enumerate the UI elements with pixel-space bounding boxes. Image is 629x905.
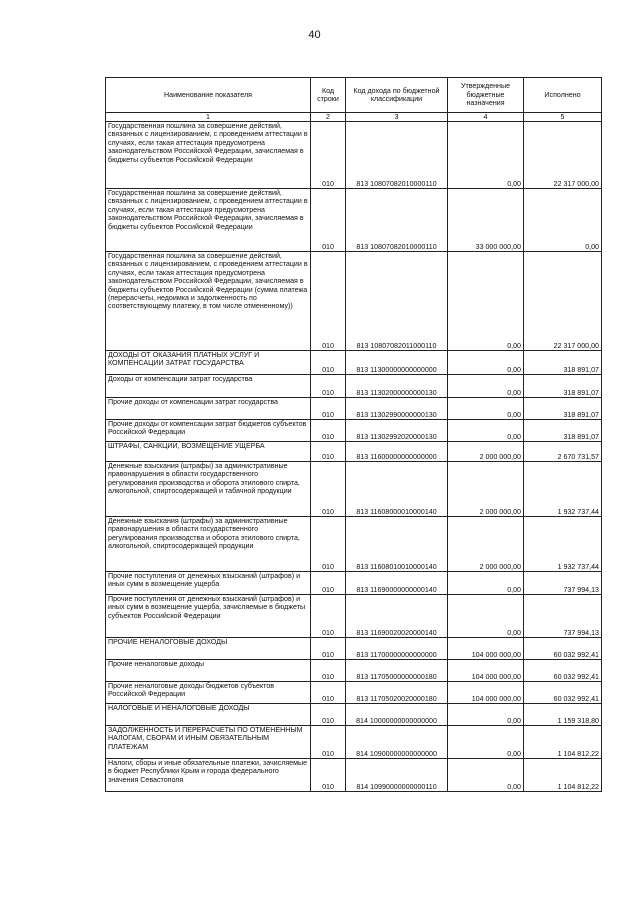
row-name: Прочие поступления от денежных взысканий (штрафов) и иных сумм в возмещение ущерба, зачисляемые в бюджеты субъектов Российской Федерации [106, 595, 311, 638]
row-name: Прочие неналоговые доходы бюджетов субъектов Российской Федерации [106, 682, 311, 704]
row-approved: 0,00 [448, 572, 524, 595]
row-approved: 33 000 000,00 [448, 189, 524, 252]
row-income-code: 814 10900000000000000 [346, 726, 448, 759]
table-row [106, 351, 602, 375]
row-line-code: 010 [311, 122, 346, 189]
table-row [106, 595, 602, 638]
row-approved: 2 000 000,00 [448, 462, 524, 517]
header-row [106, 78, 602, 113]
row-approved: 0,00 [448, 420, 524, 442]
row-line-code: 010 [311, 572, 346, 595]
row-approved: 2 000 000,00 [448, 442, 524, 462]
row-name: ПРОЧИЕ НЕНАЛОГОВЫЕ ДОХОДЫ [106, 638, 311, 660]
row-approved: 0,00 [448, 351, 524, 375]
row-executed: 60 032 992,41 [524, 682, 602, 704]
row-name: ДОХОДЫ ОТ ОКАЗАНИЯ ПЛАТНЫХ УСЛУГ И КОМПЕНСАЦИИ ЗАТРАТ ГОСУДАРСТВА [106, 351, 311, 375]
row-income-code: 813 11608000010000140 [346, 462, 448, 517]
header-executed: Исполнено [524, 78, 602, 113]
row-line-code: 010 [311, 189, 346, 252]
row-executed: 318 891,07 [524, 375, 602, 398]
row-income-code: 813 11302992020000130 [346, 420, 448, 442]
row-name: Государственная пошлина за совершение действий, связанных с лицензированием, с проведением аттестации в случаях, если такая аттестация предусмотрена законодательством Российской Федерации, зачисляемая в бюджеты субъектов Российской Федерации (сумма платежа (перерасчеты, недоимка и задолженность по соответствующему платежу, в том числе отмененному)) [106, 252, 311, 351]
row-income-code: 813 11608010010000140 [346, 517, 448, 572]
row-executed: 22 317 000,00 [524, 122, 602, 189]
header-income-code: Код дохода по бюджетной классификации [346, 78, 448, 113]
row-income-code: 813 11705020020000180 [346, 682, 448, 704]
column-number: 1 [106, 113, 311, 122]
row-executed: 737 994,13 [524, 595, 602, 638]
row-executed: 1 104 812,22 [524, 759, 602, 792]
row-name: Денежные взыскания (штрафы) за административные правонарушения в области государственного регулирования производства и оборота этилового спирта, алкогольной, спиртосодержащей продукции [106, 517, 311, 572]
row-line-code: 010 [311, 726, 346, 759]
row-name: Прочие неналоговые доходы [106, 660, 311, 682]
row-line-code: 010 [311, 517, 346, 572]
row-line-code: 010 [311, 462, 346, 517]
row-approved: 0,00 [448, 375, 524, 398]
row-approved: 104 000 000,00 [448, 682, 524, 704]
row-approved: 0,00 [448, 398, 524, 420]
row-approved: 0,00 [448, 759, 524, 792]
header-name: Наименование показателя [106, 78, 311, 113]
table-row [106, 398, 602, 420]
row-name: Налоги, сборы и иные обязательные платежи, зачисляемые в бюджет Республики Крым и города федерального значения Севастополя [106, 759, 311, 792]
header-line-code: Код строки [311, 78, 346, 113]
row-income-code: 814 10990000000000110 [346, 759, 448, 792]
column-number: 4 [448, 113, 524, 122]
row-name: Государственная пошлина за совершение действий, связанных с лицензированием, с проведением аттестации в случаях, если такая аттестация предусмотрена законодательством Российской Федерации, зачисляемая в бюджеты субъектов Российской Федерации [106, 189, 311, 252]
row-line-code: 010 [311, 420, 346, 442]
table-row [106, 189, 602, 252]
row-approved: 0,00 [448, 704, 524, 726]
table-row [106, 660, 602, 682]
row-approved: 0,00 [448, 726, 524, 759]
table-row [106, 572, 602, 595]
budget-execution-table [105, 77, 602, 792]
row-income-code: 813 11705000000000180 [346, 660, 448, 682]
row-line-code: 010 [311, 351, 346, 375]
row-executed: 1 159 318,80 [524, 704, 602, 726]
row-line-code: 010 [311, 375, 346, 398]
row-income-code: 813 10807082010000110 [346, 189, 448, 252]
row-income-code: 813 11700000000000000 [346, 638, 448, 660]
page-number: 40 [308, 29, 321, 41]
row-approved: 0,00 [448, 252, 524, 351]
row-income-code: 813 10807082011000110 [346, 252, 448, 351]
row-name: Прочие поступления от денежных взысканий (штрафов) и иных сумм в возмещение ущерба [106, 572, 311, 595]
row-executed: 0,00 [524, 189, 602, 252]
column-number: 2 [311, 113, 346, 122]
row-line-code: 010 [311, 759, 346, 792]
row-name: ЗАДОЛЖЕННОСТЬ И ПЕРЕРАСЧЕТЫ ПО ОТМЕНЕННЫМ НАЛОГАМ, СБОРАМ И ИНЫМ ОБЯЗАТЕЛЬНЫМ ПЛАТЕЖАМ [106, 726, 311, 759]
table-row [106, 420, 602, 442]
table-row [106, 638, 602, 660]
table-row [106, 442, 602, 462]
row-income-code: 813 11302000000000130 [346, 375, 448, 398]
table-row [106, 726, 602, 759]
row-line-code: 010 [311, 682, 346, 704]
row-income-code: 813 11600000000000000 [346, 442, 448, 462]
row-income-code: 813 11300000000000000 [346, 351, 448, 375]
row-approved: 104 000 000,00 [448, 660, 524, 682]
row-executed: 318 891,07 [524, 351, 602, 375]
table-row [106, 122, 602, 189]
table-row [106, 517, 602, 572]
row-executed: 22 317 000,00 [524, 252, 602, 351]
row-executed: 2 670 731,57 [524, 442, 602, 462]
row-line-code: 010 [311, 660, 346, 682]
row-name: Государственная пошлина за совершение действий, связанных с лицензированием, с проведением аттестации в случаях, если такая аттестация предусмотрена законодательством Российской Федерации, зачисляемая в бюджеты субъектов Российской Федерации [106, 122, 311, 189]
row-approved: 0,00 [448, 122, 524, 189]
row-name: Прочие доходы от компенсации затрат бюджетов субъектов Российской Федерации [106, 420, 311, 442]
row-executed: 1 932 737,44 [524, 462, 602, 517]
row-income-code: 813 10807082010000110 [346, 122, 448, 189]
row-line-code: 010 [311, 638, 346, 660]
column-number: 3 [346, 113, 448, 122]
table-row [106, 252, 602, 351]
row-executed: 318 891,07 [524, 398, 602, 420]
row-executed: 60 032 992,41 [524, 638, 602, 660]
column-number-row [106, 113, 602, 122]
row-name: НАЛОГОВЫЕ И НЕНАЛОГОВЫЕ ДОХОДЫ [106, 704, 311, 726]
column-number: 5 [524, 113, 602, 122]
row-name: Денежные взыскания (штрафы) за административные правонарушения в области государственного регулирования производства и оборота этилового спирта, алкогольной, спиртосодержащей и табачной продукции [106, 462, 311, 517]
header-approved: Утвержденные бюджетные назначения [448, 78, 524, 113]
table-row [106, 704, 602, 726]
row-executed: 1 932 737,44 [524, 517, 602, 572]
row-line-code: 010 [311, 442, 346, 462]
row-name: ШТРАФЫ, САНКЦИИ, ВОЗМЕЩЕНИЕ УЩЕРБА [106, 442, 311, 462]
row-income-code: 813 11690000000000140 [346, 572, 448, 595]
row-approved: 0,00 [448, 595, 524, 638]
row-line-code: 010 [311, 704, 346, 726]
row-name: Доходы от компенсации затрат государства [106, 375, 311, 398]
row-income-code: 813 11302990000000130 [346, 398, 448, 420]
row-executed: 318 891,07 [524, 420, 602, 442]
row-line-code: 010 [311, 398, 346, 420]
table-row [106, 682, 602, 704]
row-executed: 60 032 992,41 [524, 660, 602, 682]
row-income-code: 813 11690020020000140 [346, 595, 448, 638]
row-executed: 737 994,13 [524, 572, 602, 595]
table-row [106, 462, 602, 517]
row-approved: 104 000 000,00 [448, 638, 524, 660]
row-line-code: 010 [311, 595, 346, 638]
row-approved: 2 000 000,00 [448, 517, 524, 572]
row-executed: 1 104 812,22 [524, 726, 602, 759]
table-row [106, 759, 602, 792]
row-income-code: 814 10000000000000000 [346, 704, 448, 726]
table-row [106, 375, 602, 398]
row-name: Прочие доходы от компенсации затрат государства [106, 398, 311, 420]
row-line-code: 010 [311, 252, 346, 351]
